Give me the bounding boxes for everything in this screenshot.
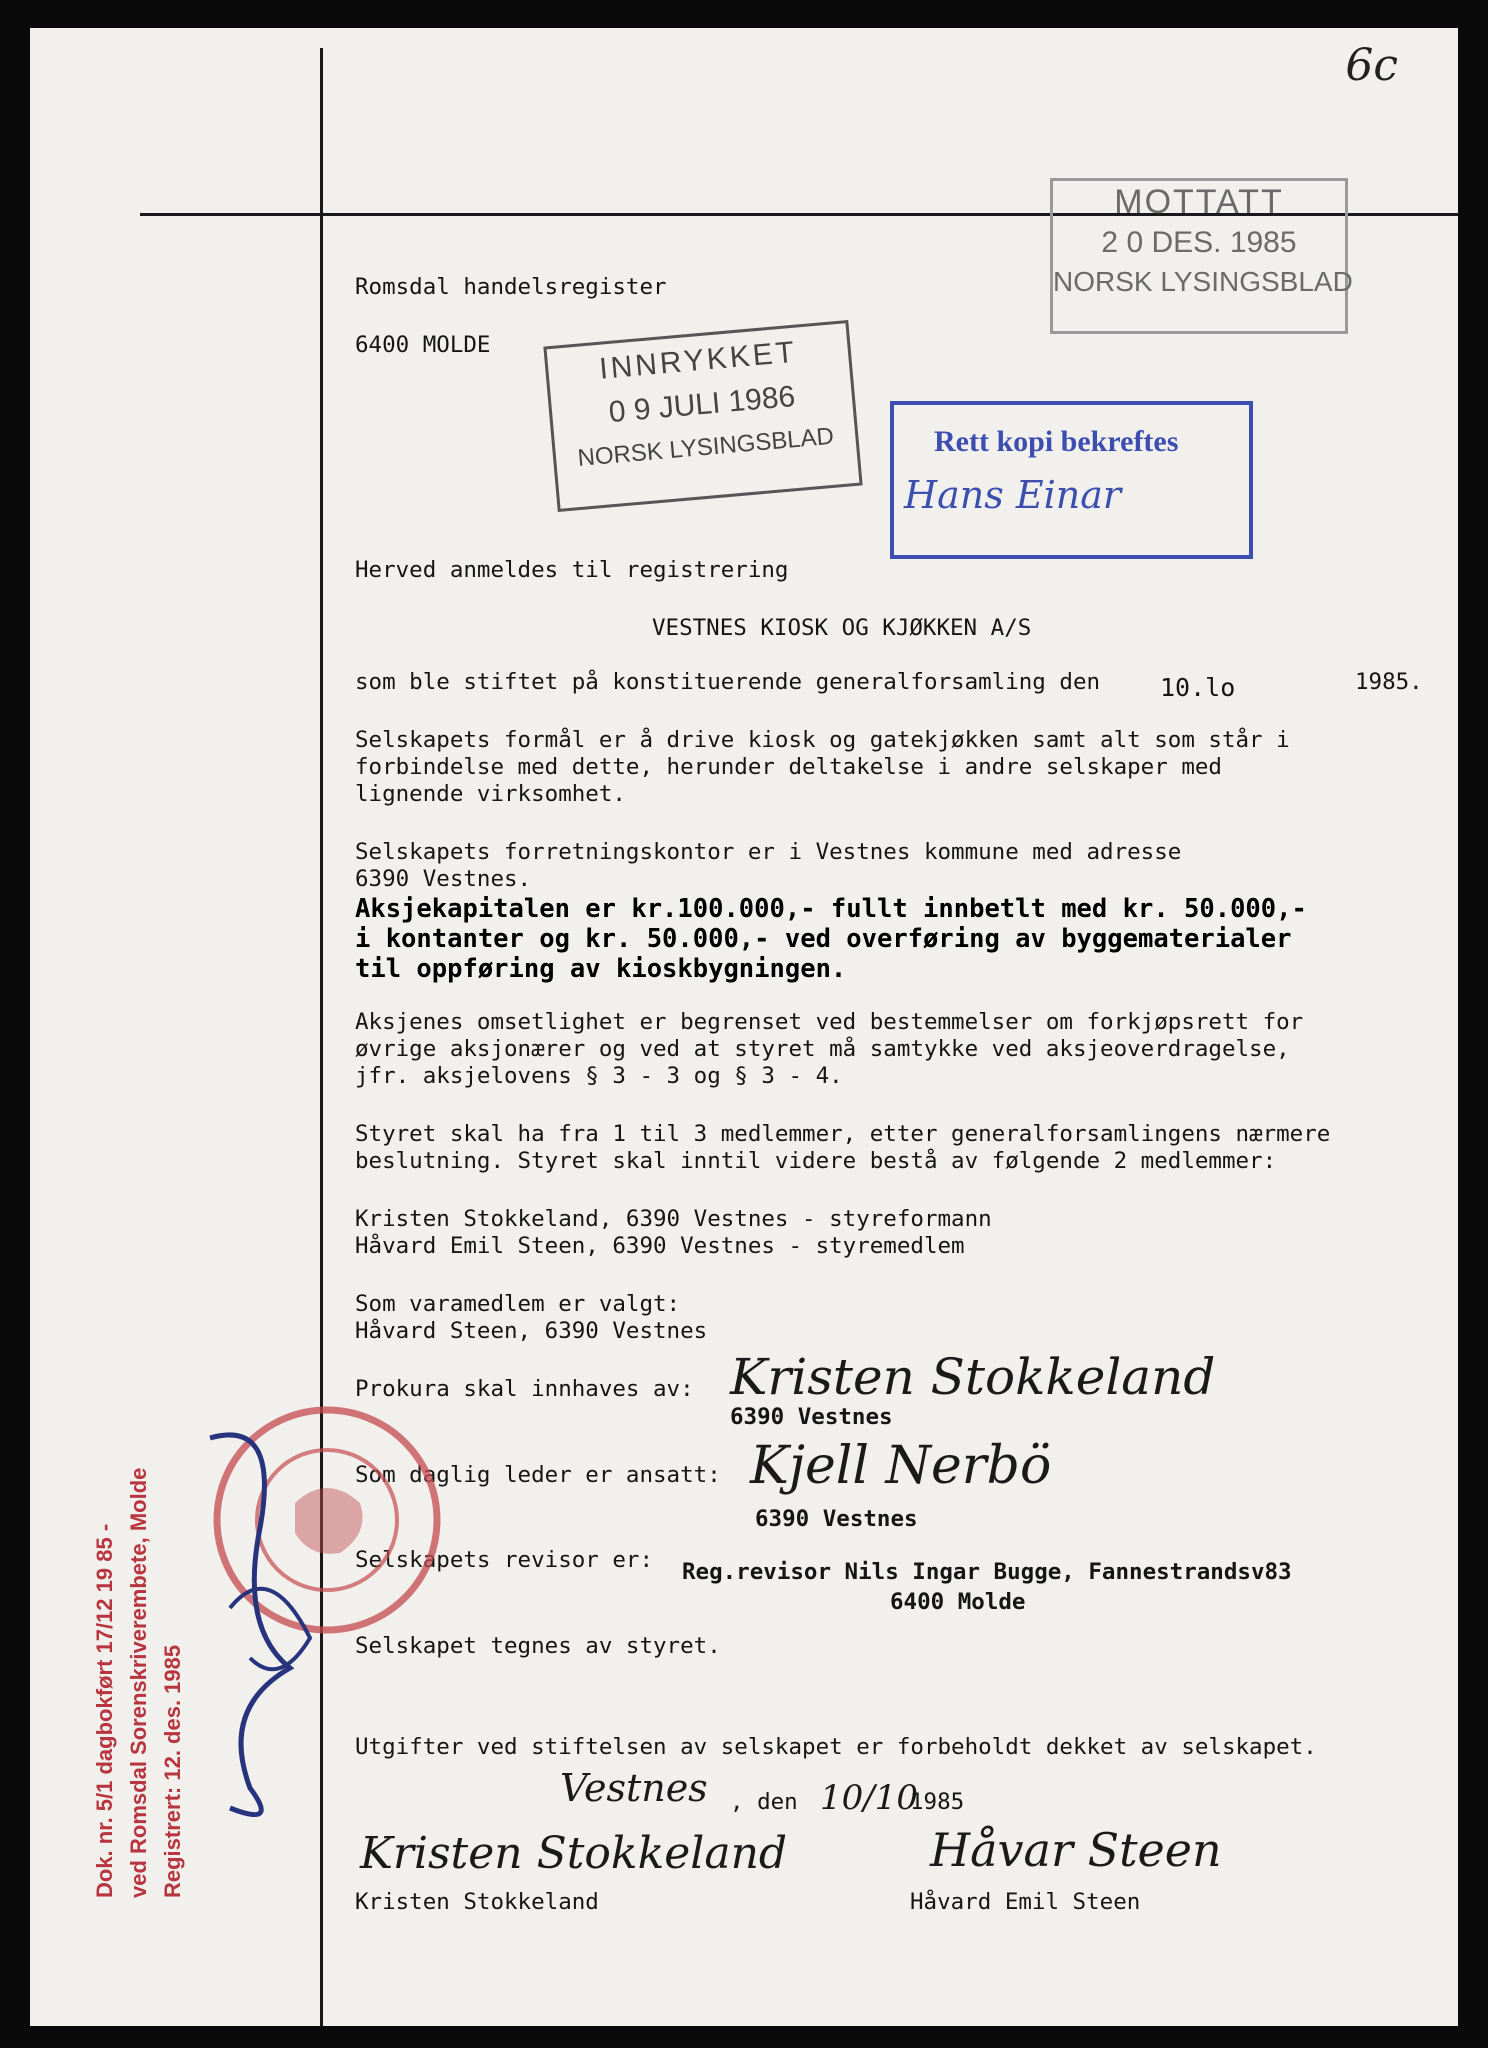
manager-address: 6390 Vestnes [755,1506,918,1532]
shares-line-3: jfr. aksjelovens § 3 - 3 og § 3 - 4. [355,1063,843,1089]
office-line-2: 6390 Vestnes. [355,866,532,892]
recipient-name: Romsdal handelsregister [355,274,667,300]
auditor-line-1: Reg.revisor Nils Ingar Bugge, Fannestrandsv83 [682,1559,1292,1585]
manager-signature: Kjell Nerbö [750,1436,1052,1496]
mottatt-stamp-title: MOTTATT [1114,183,1284,221]
place-den: , den [730,1789,798,1815]
shares-line-2: øvrige aksjonærer og ved at styret må samtykke ved aksjeoverdragelse, [355,1036,1290,1062]
place-year: 1985 [910,1789,965,1815]
margin-note-line-3: Registrert: 12. des. 1985 [160,1644,185,1898]
founded-year: 1985. [1355,669,1423,695]
member-2: Håvard Emil Steen, 6390 Vestnes - styremedlem [355,1233,965,1259]
innrykket-stamp-org: NORSK LYSINGSBLAD [576,422,835,473]
founded-text: som ble stiftet på konstituerende generalforsamling den [355,669,1101,695]
innrykket-stamp-title: INNRYKKET [598,335,799,386]
recipient-city: 6400 MOLDE [355,332,491,358]
board-line-2: beslutning. Styret skal inntil videre bestå av følgende 2 medlemmer: [355,1148,1277,1174]
margin-note-line-1: Dok. nr. 5/1 dagbokført 17/12 19 85 - [92,1523,117,1898]
printed-name-steen: Håvard Emil Steen [910,1889,1141,1915]
signing-text: Selskapet tegnes av styret. [355,1633,721,1659]
printed-name-stokkeland: Kristen Stokkeland [355,1889,599,1915]
place-date-handwritten: 10/10 [820,1778,918,1818]
signature-steen: Håvar Steen [930,1823,1222,1877]
deputy-name: Håvard Steen, 6390 Vestnes [355,1318,708,1344]
procura-signature: Kristen Stokkeland [730,1348,1216,1406]
auditor-label: Selskapets revisor er: [355,1547,654,1573]
mottatt-stamp-org: NORSK LYSINGSBLAD [1053,266,1353,297]
place-signature: Vestnes [560,1766,708,1810]
office-line-1: Selskapets forretningskontor er i Vestnes kommune med adresse [355,839,1182,865]
auditor-line-2: 6400 Molde [890,1589,1026,1615]
certified-copy-signature: Hans Einar [904,473,1122,517]
founded-date: 10.lo [1160,673,1236,702]
purpose-line-2: forbindelse med dette, herunder deltakelse i andre selskaper med [355,754,1222,780]
page-number: 6c [1345,40,1398,91]
purpose-line-1: Selskapets formål er å drive kiosk og gatekjøkken samt alt som står i [355,727,1290,753]
intro-text: Herved anmeldes til registrering [355,557,789,583]
innrykket-stamp-date: 0 9 JULI 1986 [607,379,797,430]
registration-margin-note [88,1468,190,1898]
mottatt-stamp [1050,178,1353,334]
procura-address: 6390 Vestnes [730,1404,893,1430]
board-line-1: Styret skal ha fra 1 til 3 medlemmer, etter generalforsamlingens nærmere [355,1121,1331,1147]
margin-note-line-2: ved Romsdal Sorenskriverembete, Molde [126,1467,151,1898]
margin-signature [190,1408,340,1828]
purpose-line-3: lignende virksomhet. [355,781,626,807]
capital-line-1: Aksjekapitalen er kr.100.000,- fullt innbetlt med kr. 50.000,- [355,894,1307,924]
signature-stokkeland: Kristen Stokkeland [360,1828,788,1879]
margin-signature-graphic [190,1408,340,1828]
manager-label: Som daglig leder er ansatt: [355,1462,721,1488]
expenses-text: Utgifter ved stiftelsen av selskapet er forbeholdt dekket av selskapet. [355,1734,1317,1760]
capital-line-2: i kontanter og kr. 50.000,- ved overføring av byggematerialer [355,924,1292,954]
mottatt-stamp-date: 2 0 DES. 1985 [1101,226,1297,259]
certified-copy-stamp [890,401,1253,559]
procura-label: Prokura skal innhaves av: [355,1376,694,1402]
capital-line-3: til oppføring av kioskbygningen. [355,954,847,984]
innrykket-stamp [543,320,862,512]
certified-copy-label: Rett kopi bekreftes [934,425,1179,458]
document-page [30,28,1458,2026]
deputy-label: Som varamedlem er valgt: [355,1291,681,1317]
member-1: Kristen Stokkeland, 6390 Vestnes - styreformann [355,1206,992,1232]
company-name: VESTNES KIOSK OG KJØKKEN A/S [652,615,1032,641]
shares-line-1: Aksjenes omsetlighet er begrenset ved bestemmelser om forkjøpsrett for [355,1009,1304,1035]
